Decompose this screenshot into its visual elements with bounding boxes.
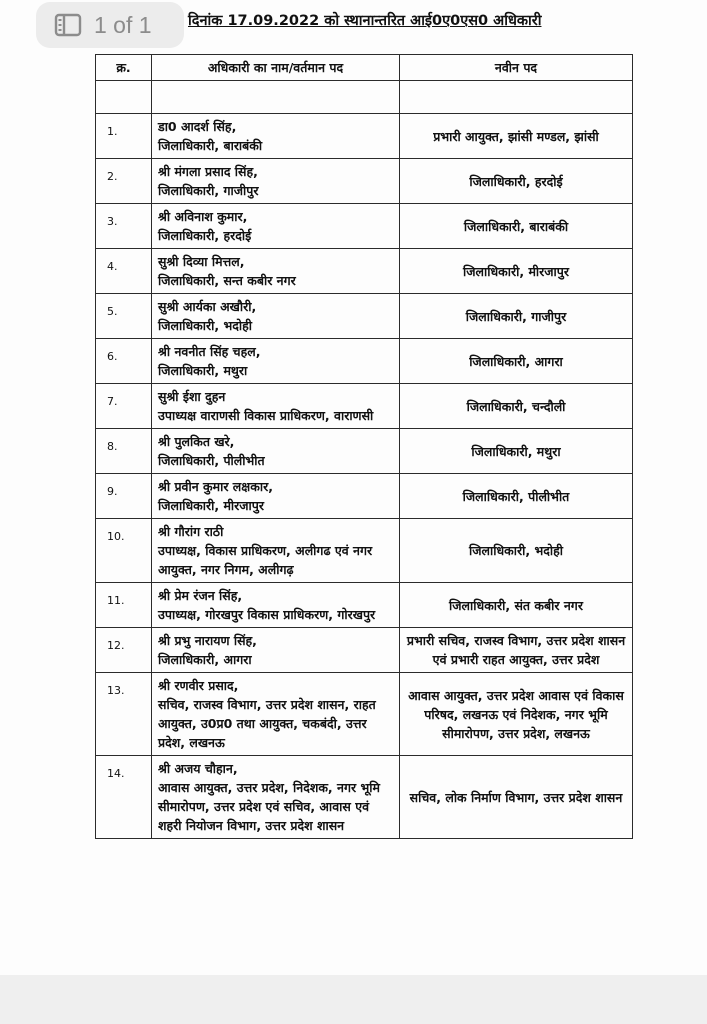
current-post: उपाध्यक्ष, गोरखपुर विकास प्राधिकरण, गोरखपुर: [158, 607, 376, 622]
officer-name: डा0 आदर्श सिंह,: [158, 119, 237, 134]
new-post-cell: जिलाधिकारी, चन्दौली: [400, 384, 633, 429]
serial-cell: 9.: [96, 474, 152, 519]
officer-cell: [152, 583, 400, 628]
page-thumbnail-icon: [54, 13, 82, 37]
officer-name: श्री पुलकित खरे,: [158, 434, 235, 449]
table-header-row: [96, 55, 633, 81]
serial-cell: 8.: [96, 429, 152, 474]
table-row: [96, 339, 633, 384]
officer-cell: [152, 628, 400, 673]
document-heading: दिनांक 17.09.2022 को स्थानान्तरित आई0ए0एस0 अधिकारी: [188, 13, 542, 29]
table-row: [96, 583, 633, 628]
serial-cell: 2.: [96, 159, 152, 204]
new-post-cell: जिलाधिकारी, गाजीपुर: [400, 294, 633, 339]
serial-cell: 3.: [96, 204, 152, 249]
current-post: जिलाधिकारी, मथुरा: [158, 363, 248, 378]
table-row: [96, 673, 633, 756]
new-post-cell: आवास आयुक्त, उत्तर प्रदेश आवास एवं विकास परिषद, लखनऊ एवं निदेशक, नगर भूमि सीमारोपण, उत्तर प्रदेश, लखनऊ: [400, 673, 633, 756]
officer-name: श्री गौरांग राठी: [158, 524, 224, 539]
new-post-cell: जिलाधिकारी, पीलीभीत: [400, 474, 633, 519]
serial-cell: 4.: [96, 249, 152, 294]
serial-cell: 10.: [96, 519, 152, 583]
current-post: जिलाधिकारी, सन्त कबीर नगर: [158, 273, 296, 288]
officer-name: श्री मंगला प्रसाद सिंह,: [158, 164, 258, 179]
officer-name: श्री अविनाश कुमार,: [158, 209, 248, 224]
table-row: [96, 249, 633, 294]
new-post-cell: जिलाधिकारी, आगरा: [400, 339, 633, 384]
column-header-officer: अधिकारी का नाम/वर्तमान पद: [152, 55, 400, 81]
officer-cell: [152, 519, 400, 583]
current-post: जिलाधिकारी, भदोही: [158, 318, 252, 333]
officer-name: श्री रणवीर प्रसाद,: [158, 678, 239, 693]
current-post: जिलाधिकारी, आगरा: [158, 652, 252, 667]
current-post: जिलाधिकारी, मीरजापुर: [158, 498, 264, 513]
table-row: [96, 756, 633, 839]
officer-cell: [152, 384, 400, 429]
viewer-bottom-strip: [0, 975, 707, 1024]
current-post: जिलाधिकारी, हरदोई: [158, 228, 252, 243]
officer-cell: [152, 673, 400, 756]
table-row: [96, 474, 633, 519]
serial-cell: 7.: [96, 384, 152, 429]
new-post-cell: जिलाधिकारी, मीरजापुर: [400, 249, 633, 294]
table-row: [96, 114, 633, 159]
table-row: [96, 519, 633, 583]
new-post-cell: प्रभारी आयुक्त, झांसी मण्डल, झांसी: [400, 114, 633, 159]
serial-cell: 1.: [96, 114, 152, 159]
new-post-cell: जिलाधिकारी, बाराबंकी: [400, 204, 633, 249]
new-post-cell: जिलाधिकारी, भदोही: [400, 519, 633, 583]
current-post: आवास आयुक्त, उत्तर प्रदेश, निदेशक, नगर भूमि सीमारोपण, उत्तर प्रदेश एवं सचिव, आवास एवं शहरी नियोजन विभाग, उत्तर प्रदेश शासन: [158, 780, 380, 833]
page-count-label: 1 of 1: [94, 11, 152, 38]
transfer-table: [95, 54, 633, 839]
new-post-cell: सचिव, लोक निर्माण विभाग, उत्तर प्रदेश शासन: [400, 756, 633, 839]
officer-name: श्री प्रभु नारायण सिंह,: [158, 633, 257, 648]
officer-cell: [152, 249, 400, 294]
table-row: [96, 294, 633, 339]
officer-cell: [152, 339, 400, 384]
current-post: जिलाधिकारी, बाराबंकी: [158, 138, 263, 153]
current-post: सचिव, राजस्व विभाग, उत्तर प्रदेश शासन, राहत आयुक्त, उ0प्र0 तथा आयुक्त, चकबंदी, उत्तर प्रदेश, लखनऊ: [158, 697, 376, 750]
new-post-cell: प्रभारी सचिव, राजस्व विभाग, उत्तर प्रदेश शासन एवं प्रभारी राहत आयुक्त, उत्तर प्रदेश: [400, 628, 633, 673]
officer-cell: [152, 294, 400, 339]
officer-name: सुश्री ईशा दुहन: [158, 389, 226, 404]
table-row: [96, 429, 633, 474]
officer-cell: [152, 474, 400, 519]
officer-cell: [152, 114, 400, 159]
officer-cell: [152, 204, 400, 249]
new-post-cell: जिलाधिकारी, मथुरा: [400, 429, 633, 474]
serial-cell: 12.: [96, 628, 152, 673]
serial-cell: 13.: [96, 673, 152, 756]
officer-name: श्री प्रवीन कुमार लक्षकार,: [158, 479, 273, 494]
column-header-serial: क्र.: [96, 55, 152, 81]
spacer-cell: [96, 81, 152, 114]
current-post: जिलाधिकारी, पीलीभीत: [158, 453, 265, 468]
current-post: उपाध्यक्ष, विकास प्राधिकरण, अलीगढ एवं नगर आयुक्त, नगर निगम, अलीगढ़: [158, 543, 373, 577]
page-indicator[interactable]: [36, 2, 184, 48]
serial-cell: 5.: [96, 294, 152, 339]
table-row: [96, 159, 633, 204]
current-post: जिलाधिकारी, गाजीपुर: [158, 183, 259, 198]
officer-cell: [152, 429, 400, 474]
officer-name: श्री नवनीत सिंह चहल,: [158, 344, 261, 359]
spacer-cell: [152, 81, 400, 114]
new-post-cell: जिलाधिकारी, संत कबीर नगर: [400, 583, 633, 628]
serial-cell: 6.: [96, 339, 152, 384]
officer-cell: [152, 159, 400, 204]
officer-name: श्री अजय चौहान,: [158, 761, 238, 776]
current-post: उपाध्यक्ष वाराणसी विकास प्राधिकरण, वाराणसी: [158, 408, 374, 423]
officer-name: सुश्री आर्यका अखौरी,: [158, 299, 257, 314]
serial-cell: 11.: [96, 583, 152, 628]
table-row: [96, 628, 633, 673]
officer-cell: [152, 756, 400, 839]
table-row: [96, 204, 633, 249]
new-post-cell: जिलाधिकारी, हरदोई: [400, 159, 633, 204]
column-header-new-post: नवीन पद: [400, 55, 633, 81]
spacer-cell: [400, 81, 633, 114]
officer-name: श्री प्रेम रंजन सिंह,: [158, 588, 243, 603]
officer-name: सुश्री दिव्या मित्तल,: [158, 254, 245, 269]
table-spacer-row: [96, 81, 633, 114]
table-row: [96, 384, 633, 429]
serial-cell: 14.: [96, 756, 152, 839]
